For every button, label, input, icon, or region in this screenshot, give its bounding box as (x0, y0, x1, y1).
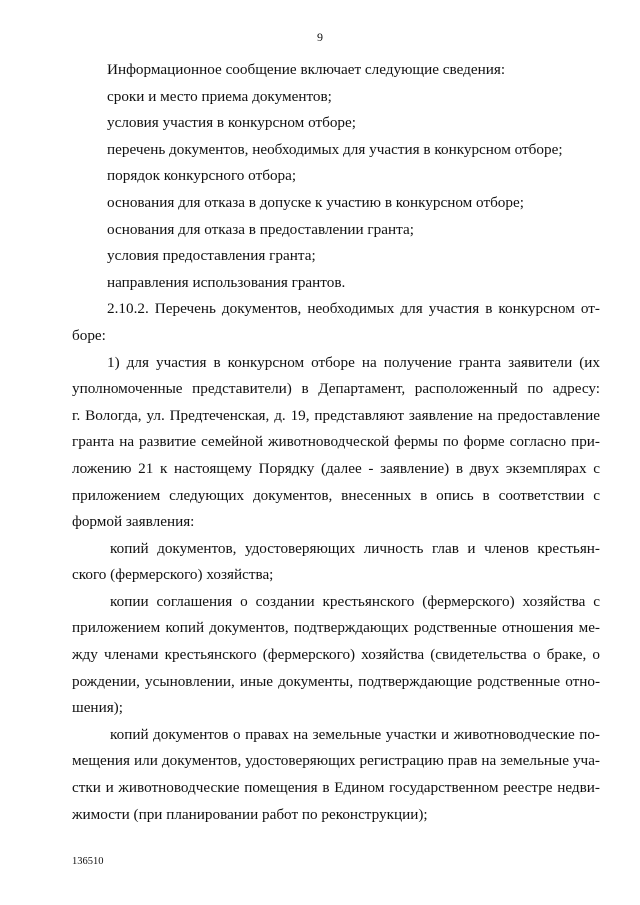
text-line: приложением копий документов, подтверждающих родственные отношения ме- (72, 619, 600, 637)
text-line: рождении, усыновлении, иные документы, подтверждающие родственные отно- (72, 672, 600, 690)
text-line: приложением следующих документов, внесенных в опись в соответствии с (72, 486, 600, 504)
text-line: копий документов о правах на земельные участки и животноводческие по- (110, 725, 600, 743)
document-body (72, 57, 600, 828)
text-line: Информационное сообщение включает следующие сведения: (107, 61, 506, 78)
text-line: стки и животноводческие помещения в Едином государственном реестре недви- (72, 779, 600, 797)
text-line: формой заявления: (72, 513, 195, 531)
text-line: копий документов, удостоверяющих личность глав и членов крестьян- (110, 539, 600, 557)
text-line: перечень документов, необходимых для участия в конкурсном отборе; (107, 140, 563, 158)
text-line: порядок конкурсного отбора; (107, 167, 297, 185)
footer-document-code: 136510 (72, 856, 104, 867)
text-line: г. Вологда, ул. Предтеченская, д. 19, представляют заявление на предоставление (72, 406, 600, 424)
text-line: жимости (при планировании работ по реконструкции); (72, 805, 428, 823)
text-line: направления использования грантов. (107, 273, 346, 291)
text-line: копии соглашения о создании крестьянского (фермерского) хозяйства с (110, 592, 600, 610)
text-line: основания для отказа в допуске к участию в конкурсном отборе; (107, 193, 524, 211)
text-line: сроки и место приема документов; (107, 87, 332, 105)
text-line: шения); (72, 699, 123, 717)
text-line: боре: (72, 326, 106, 344)
text-line: уполномоченные представители) в Департамент, расположенный по адресу: (72, 380, 600, 398)
text-line: гранта на развитие семейной животноводческой фермы по форме согласно при- (72, 433, 600, 451)
text-line: 1) для участия в конкурсном отборе на получение гранта заявители (их (107, 353, 600, 371)
text-line: условия участия в конкурсном отборе; (107, 114, 356, 132)
text-line: 2.10.2. Перечень документов, необходимых для участия в конкурсном от- (107, 300, 600, 318)
text-line: ского (фермерского) хозяйства; (72, 566, 274, 584)
page-number: 9 (317, 30, 323, 44)
text-line: основания для отказа в предоставлении гранта; (107, 220, 414, 238)
text-line: условия предоставления гранта; (107, 247, 316, 265)
text-line: ложению 21 к настоящему Порядку (далее - заявление) в двух экземплярах с (72, 459, 600, 477)
text-line: мещения или документов, удостоверяющих регистрацию прав на земельные уча- (72, 752, 600, 770)
text-line: жду членами крестьянского (фермерского) хозяйства (свидетельства о браке, о (72, 646, 600, 664)
